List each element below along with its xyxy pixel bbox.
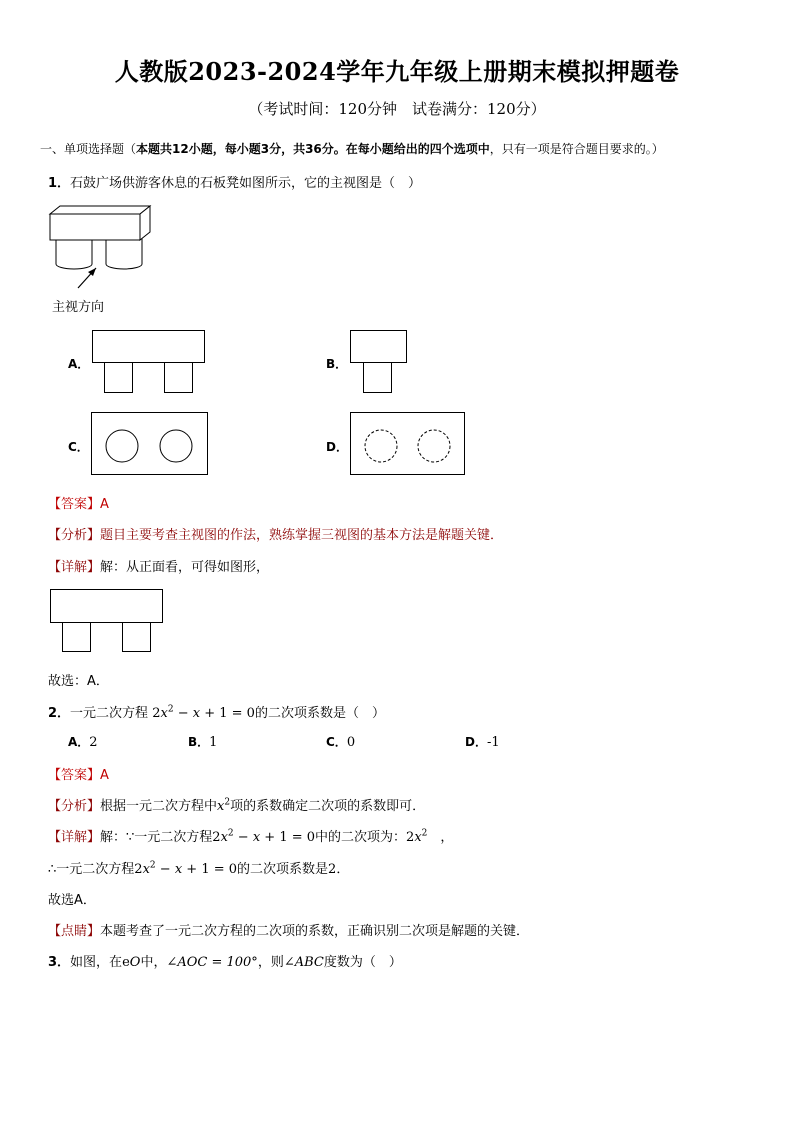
q2-option-d[interactable]: D．-1 [465, 735, 500, 750]
section-heading: 一、单项选择题（本题共12小题，每小题3分，共36分。在每小题给出的四个选项中，只有一项是符合题目要求的。） [40, 142, 664, 156]
page-subtitle: （考试时间：120分钟 试卷满分：120分） [248, 100, 546, 118]
q1-option-c-figure[interactable] [91, 412, 209, 476]
q1-option-a-label: A． [68, 357, 90, 371]
q2-option-a[interactable]: A．2 [68, 735, 98, 750]
q1-option-b-figure[interactable] [350, 330, 408, 394]
q2-therefore: ∴一元二次方程$2x^2 - x + 1 = 0$的二次项系数是2． [48, 860, 350, 877]
q1-option-a-figure[interactable] [92, 330, 206, 394]
q1-option-c-label: C． [68, 440, 89, 454]
q2-detail: 【详解】解：∵一元二次方程$2x^2 - x + 1 = 0$中的二次项为：$2x^2$ ， [48, 828, 454, 845]
q1-option-d-figure[interactable] [350, 412, 468, 476]
q2-option-b[interactable]: B．1 [188, 735, 218, 750]
q2-stem: 2．一元二次方程 $2x^2 - x + 1 = 0$的二次项系数是（ ） [48, 704, 385, 721]
q2-answer: 【答案】A [48, 768, 109, 783]
q1-option-b-label: B． [326, 357, 348, 371]
view-direction-label: 主视方向 [52, 300, 105, 315]
q1-analysis: 【分析】题目主要考查主视图的作法，熟练掌握三视图的基本方法是解题关键． [48, 528, 504, 543]
x-squared: $x^2$ [217, 797, 231, 814]
q1-conclusion: 故选：A． [48, 674, 109, 689]
q1-detail: 【详解】解：从正面看，可得如图形， [48, 560, 270, 575]
q1-answer: 【答案】A [48, 497, 109, 512]
q2-conclusion: 故选A． [48, 893, 96, 908]
q2-option-c[interactable]: C．0 [326, 735, 356, 750]
q2-equation: $2x^2 - x + 1 = 0$ [152, 704, 255, 721]
page-title: 人教版2023-2024学年九年级上册期末模拟押题卷 [114, 57, 680, 86]
q1-option-d-label: D． [326, 440, 348, 454]
q3-stem: 3．如图，在eO中，∠AOC = 100°，则∠ABC度数为（ ） [48, 955, 402, 970]
q2-analysis: 【分析】根据一元二次方程中$x^2$项的系数确定二次项的系数即可． [48, 797, 426, 814]
q1-stem: 1．石鼓广场供游客休息的石板凳如图所示，它的主视图是（ ） [48, 176, 422, 191]
q1-solution-figure [50, 589, 164, 653]
q2-comment: 【点睛】本题考查了一元二次方程的二次项的系数，正确识别二次项是解题的关键． [48, 924, 530, 939]
